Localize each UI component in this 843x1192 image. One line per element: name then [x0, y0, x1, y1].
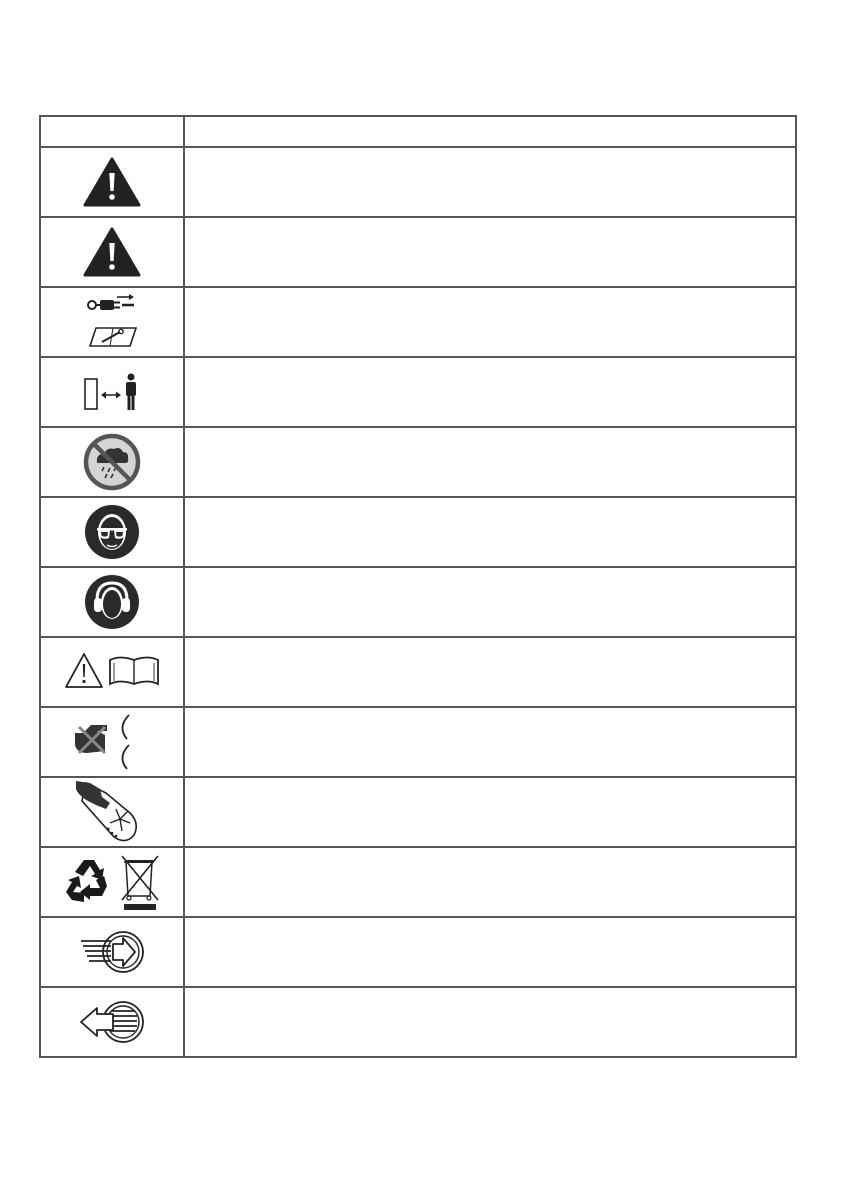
- description-cell: [184, 707, 796, 777]
- symbol-cell: [40, 637, 184, 707]
- symbol-cell: [40, 287, 184, 357]
- table-row: [40, 147, 796, 217]
- do-not-use-in-rain-icon: [82, 432, 142, 492]
- unplug-before-maintenance-icon: [82, 294, 142, 350]
- wear-eye-protection-icon: [82, 502, 142, 562]
- table-header-row: [40, 116, 796, 147]
- table-row: [40, 427, 796, 497]
- keep-bystanders-away-icon: [82, 372, 142, 412]
- description-cell: [184, 637, 796, 707]
- symbol-cell: [40, 567, 184, 637]
- safety-symbols-table: [39, 115, 797, 1058]
- symbol-cell: [40, 987, 184, 1057]
- description-cell: [184, 777, 796, 847]
- table-row: [40, 287, 796, 357]
- wear-ear-protection-icon: [82, 572, 142, 632]
- table-row: [40, 357, 796, 427]
- table-row: [40, 917, 796, 987]
- table-row: [40, 567, 796, 637]
- description-cell: [184, 847, 796, 917]
- table-row: [40, 497, 796, 567]
- warning-triangle-icon: [82, 156, 142, 208]
- description-column-header: [184, 116, 796, 147]
- table-row: [40, 217, 796, 287]
- description-cell: [184, 567, 796, 637]
- symbol-cell: [40, 147, 184, 217]
- recycle-weee-icon: [62, 852, 162, 912]
- description-cell: [184, 987, 796, 1057]
- description-cell: [184, 217, 796, 287]
- symbol-cell: [40, 777, 184, 847]
- table-row: [40, 987, 796, 1057]
- blow-mode-icon: [77, 929, 147, 975]
- symbol-cell: [40, 217, 184, 287]
- vacuum-mode-icon: [77, 999, 147, 1045]
- table-row: [40, 707, 796, 777]
- table-row: [40, 637, 796, 707]
- description-cell: [184, 147, 796, 217]
- symbol-cell: [40, 707, 184, 777]
- description-cell: [184, 917, 796, 987]
- symbol-column-header: [40, 116, 184, 147]
- table-row: [40, 777, 796, 847]
- warning-triangle-icon: [82, 226, 142, 278]
- description-cell: [184, 497, 796, 567]
- read-manual-icon: [64, 652, 160, 692]
- symbol-cell: [40, 427, 184, 497]
- symbol-cell: [40, 847, 184, 917]
- symbol-cell: [40, 497, 184, 567]
- rotating-impeller-hand-icon: [72, 779, 152, 845]
- description-cell: [184, 427, 796, 497]
- table-row: [40, 847, 796, 917]
- symbol-cell: [40, 357, 184, 427]
- description-cell: [184, 287, 796, 357]
- description-cell: [184, 357, 796, 427]
- keep-hands-away-icon: [67, 711, 157, 773]
- symbol-cell: [40, 917, 184, 987]
